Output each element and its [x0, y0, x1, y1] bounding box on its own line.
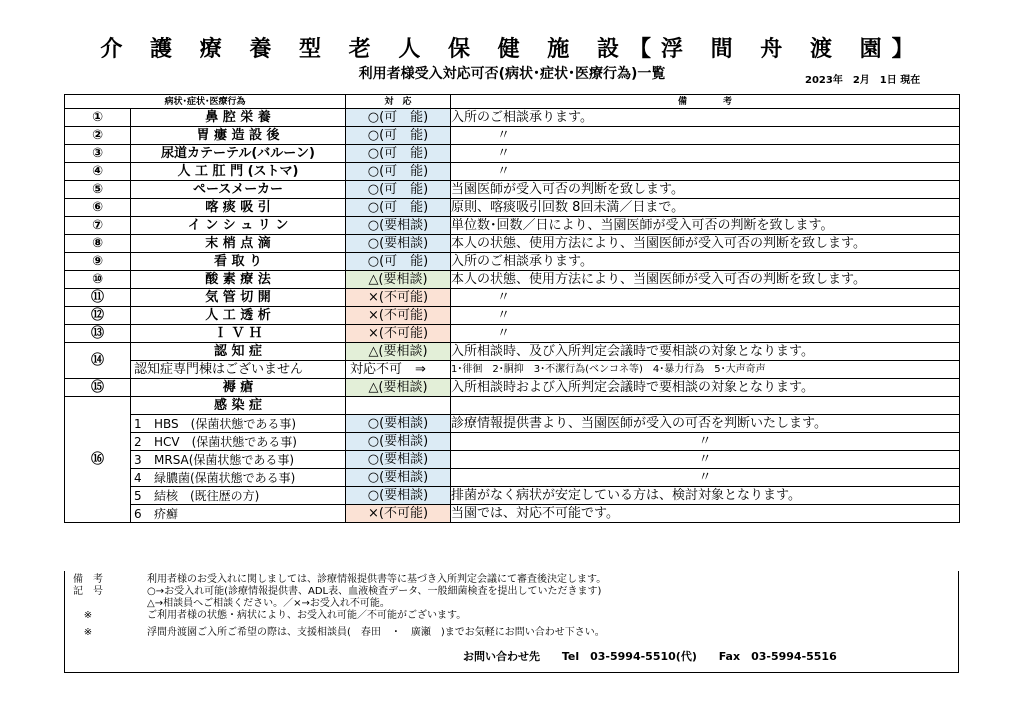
header-condition: 病状･症状･医療行為 [65, 95, 346, 109]
infection-item [131, 433, 346, 451]
row-note: 当園では、対応不可能です。 [451, 505, 960, 523]
row-note: 入所相談時、及び入所判定会議時で要相談の対象となります。 [451, 343, 960, 361]
row-response: ○(可 能) [346, 163, 451, 181]
table-row [65, 271, 960, 289]
row-number: ⑧ [65, 235, 131, 253]
row-response: ○(可 能) [346, 253, 451, 271]
table-row [65, 505, 960, 523]
row-note: 当園医師が受入可否の判断を致します。 [451, 181, 960, 199]
table-row [65, 217, 960, 235]
row-note: 入所のご相談承ります。 [451, 109, 960, 127]
footer-mark: ※ [83, 627, 93, 638]
infection-label: 疥癬 [154, 506, 179, 521]
row-note: 〃 [451, 469, 960, 487]
row-condition: 人 工 透 析 [131, 307, 346, 325]
row-response: ○(要相談) [346, 487, 451, 505]
table-row [65, 145, 960, 163]
row-response-empty [346, 397, 451, 415]
table-row [65, 379, 960, 397]
row-number: ⑯ [65, 397, 131, 523]
row-condition: 認 知 症 [131, 343, 346, 361]
infection-label: 緑膿菌(保菌状態である事) [154, 470, 296, 485]
header-response: 対 応 [346, 95, 451, 109]
footer-line [65, 609, 960, 622]
infection-label: HCV (保菌状態である事) [154, 434, 297, 449]
row-response: ○(要相談) [346, 235, 451, 253]
row-condition: 気 管 切 開 [131, 289, 346, 307]
footer-label-symbols: 記 号 [73, 586, 103, 597]
row-sub-note: 1･徘徊 2･胴抑 3･不潔行為(ベンコネ等) 4･暴力行為 5･大声奇声 [451, 361, 960, 379]
table-row [65, 343, 960, 361]
row-number: ⑪ [65, 289, 131, 307]
row-number: ⑤ [65, 181, 131, 199]
infection-item [131, 505, 346, 523]
row-condition: 尿道カテーテル(バルーン) [131, 145, 346, 163]
table-row [65, 109, 960, 127]
table-row [65, 163, 960, 181]
row-condition: イ ン シ ュ リ ン [131, 217, 346, 235]
row-condition: 看 取 り [131, 253, 346, 271]
table-row [65, 253, 960, 271]
contact-fax: Fax 03-5994-5516 [718, 650, 837, 663]
row-note: 〃 [451, 433, 960, 451]
table-header-row [65, 95, 960, 109]
row-response: ○(可 能) [346, 127, 451, 145]
infection-label: MRSA(保菌状態である事) [154, 452, 295, 467]
table-row [65, 487, 960, 505]
infection-item [131, 451, 346, 469]
infection-index: 3 [134, 452, 142, 467]
row-note: 〃 [451, 163, 960, 181]
row-sub-response: 対応不可 ⇒ [346, 361, 451, 379]
row-response: ○(可 能) [346, 145, 451, 163]
row-number: ⑨ [65, 253, 131, 271]
row-response: △(要相談) [346, 343, 451, 361]
table-row [65, 307, 960, 325]
table-row [65, 127, 960, 145]
row-note: 〃 [451, 145, 960, 163]
row-number: ① [65, 109, 131, 127]
row-condition: 胃 瘻 造 設 後 [131, 127, 346, 145]
table-row [65, 469, 960, 487]
row-note: 単位数･回数／日により、当園医師が受入可否の判断を致します。 [451, 217, 960, 235]
row-response: ○(要相談) [346, 433, 451, 451]
row-note: 排菌がなく病状が安定している方は、検討対象となります。 [451, 487, 960, 505]
infection-label: HBS (保菌状態である事) [154, 416, 297, 431]
infection-item [131, 415, 346, 433]
acceptance-table [64, 94, 960, 523]
table-row [65, 289, 960, 307]
row-number: ⑫ [65, 307, 131, 325]
row-response: ○(要相談) [346, 451, 451, 469]
row-response: ×(不可能) [346, 325, 451, 343]
row-note: 〃 [451, 451, 960, 469]
row-condition: 感 染 症 [131, 397, 346, 415]
row-note-empty [451, 397, 960, 415]
row-number: ③ [65, 145, 131, 163]
row-number: ② [65, 127, 131, 145]
table-row [65, 325, 960, 343]
row-note: 診療情報提供書より、当園医師が受入の可否を判断いたします。 [451, 415, 960, 433]
infection-label: 結核 (既往歴の方) [154, 488, 260, 503]
header-note: 備 考 [451, 95, 960, 109]
row-response: ×(不可能) [346, 289, 451, 307]
footer-text: ご利用者様の状態・病状により、お受入れ可能／不可能がございます。 [147, 610, 467, 621]
footer-line [65, 626, 960, 639]
footer-notes [64, 571, 959, 673]
footer-text: 浮間舟渡園ご入所ご希望の際は、支援相談員( 春田 ・ 廣瀬 )までお気軽にお問い合わせ下さい。 [147, 627, 605, 638]
page-subtitle: 利用者様受入対応可否(病状･症状･医療行為)一覧 [358, 66, 666, 82]
row-condition: 鼻 腔 栄 養 [131, 109, 346, 127]
table-row [65, 181, 960, 199]
row-sub-condition: 認知症専門棟はございません [131, 361, 346, 379]
row-number: ⑩ [65, 271, 131, 289]
row-response: ○(要相談) [346, 415, 451, 433]
row-condition: 末 梢 点 滴 [131, 235, 346, 253]
infection-item [131, 487, 346, 505]
contact-info [463, 648, 855, 664]
footer-mark: ※ [83, 610, 93, 621]
infection-index: 6 [134, 506, 142, 521]
infection-index: 2 [134, 434, 142, 449]
row-number: ⑥ [65, 199, 131, 217]
contact-tel: Tel 03-5994-5510(代) [561, 650, 697, 663]
as-of-date: 2023年 2月 1日 現在 [805, 75, 921, 86]
row-note: 〃 [451, 127, 960, 145]
row-note: 本人の状態、使用方法により、当園医師が受入可否の判断を致します。 [451, 235, 960, 253]
row-number: ⑦ [65, 217, 131, 235]
table-row [65, 433, 960, 451]
row-note: 〃 [451, 325, 960, 343]
row-response: △(要相談) [346, 271, 451, 289]
infection-index: 5 [134, 488, 142, 503]
row-response: △(要相談) [346, 379, 451, 397]
row-number: ⑮ [65, 379, 131, 397]
infection-index: 4 [134, 470, 142, 485]
table-row [65, 199, 960, 217]
footer-text: 利用者様のお受入れに関しましては、診療情報提供書等に基づき入所判定会議にて審査後決定します。 [147, 574, 607, 585]
row-response: ○(要相談) [346, 469, 451, 487]
table-row [65, 451, 960, 469]
infection-index: 1 [134, 416, 142, 431]
table-row [65, 235, 960, 253]
page-title: 介 護 療 養 型 老 人 保 健 施 設【浮 間 舟 渡 園】 [100, 37, 924, 62]
contact-label: お問い合わせ先 [463, 650, 540, 663]
row-response: ○(可 能) [346, 109, 451, 127]
footer-text: ○→お受入れ可能(診療情報提供書、ADL表、血液検査データ、一般細菌検査を提出していただきます) [147, 586, 602, 597]
row-note: 入所のご相談承ります。 [451, 253, 960, 271]
row-note: 〃 [451, 289, 960, 307]
row-condition: 喀 痰 吸 引 [131, 199, 346, 217]
row-note: 〃 [451, 307, 960, 325]
row-number: ④ [65, 163, 131, 181]
table-row [65, 415, 960, 433]
infection-item [131, 469, 346, 487]
row-response: ×(不可能) [346, 505, 451, 523]
row-condition: Ｉ Ｖ Ｈ [131, 325, 346, 343]
row-condition: 人 工 肛 門 (ストマ) [131, 163, 346, 181]
row-response: ○(可 能) [346, 199, 451, 217]
row-condition: 酸 素 療 法 [131, 271, 346, 289]
row-number: ⑭ [65, 343, 131, 379]
row-note: 入所相談時および入所判定会議時で要相談の対象となります。 [451, 379, 960, 397]
row-response: ○(可 能) [346, 181, 451, 199]
footer-label-remarks: 備 考 [73, 574, 103, 585]
footer-text: △→相談員へご相談ください。／×→お受入れ不可能。 [147, 598, 390, 609]
table-row [65, 361, 960, 379]
row-condition: ペースメーカー [131, 181, 346, 199]
row-condition: 褥 瘡 [131, 379, 346, 397]
row-note: 原則、喀痰吸引回数 8回未満／日まで。 [451, 199, 960, 217]
row-response: ○(要相談) [346, 217, 451, 235]
table-row [65, 397, 960, 415]
row-response: ×(不可能) [346, 307, 451, 325]
row-number: ⑬ [65, 325, 131, 343]
row-note: 本人の状態、使用方法により、当園医師が受入可否の判断を致します。 [451, 271, 960, 289]
